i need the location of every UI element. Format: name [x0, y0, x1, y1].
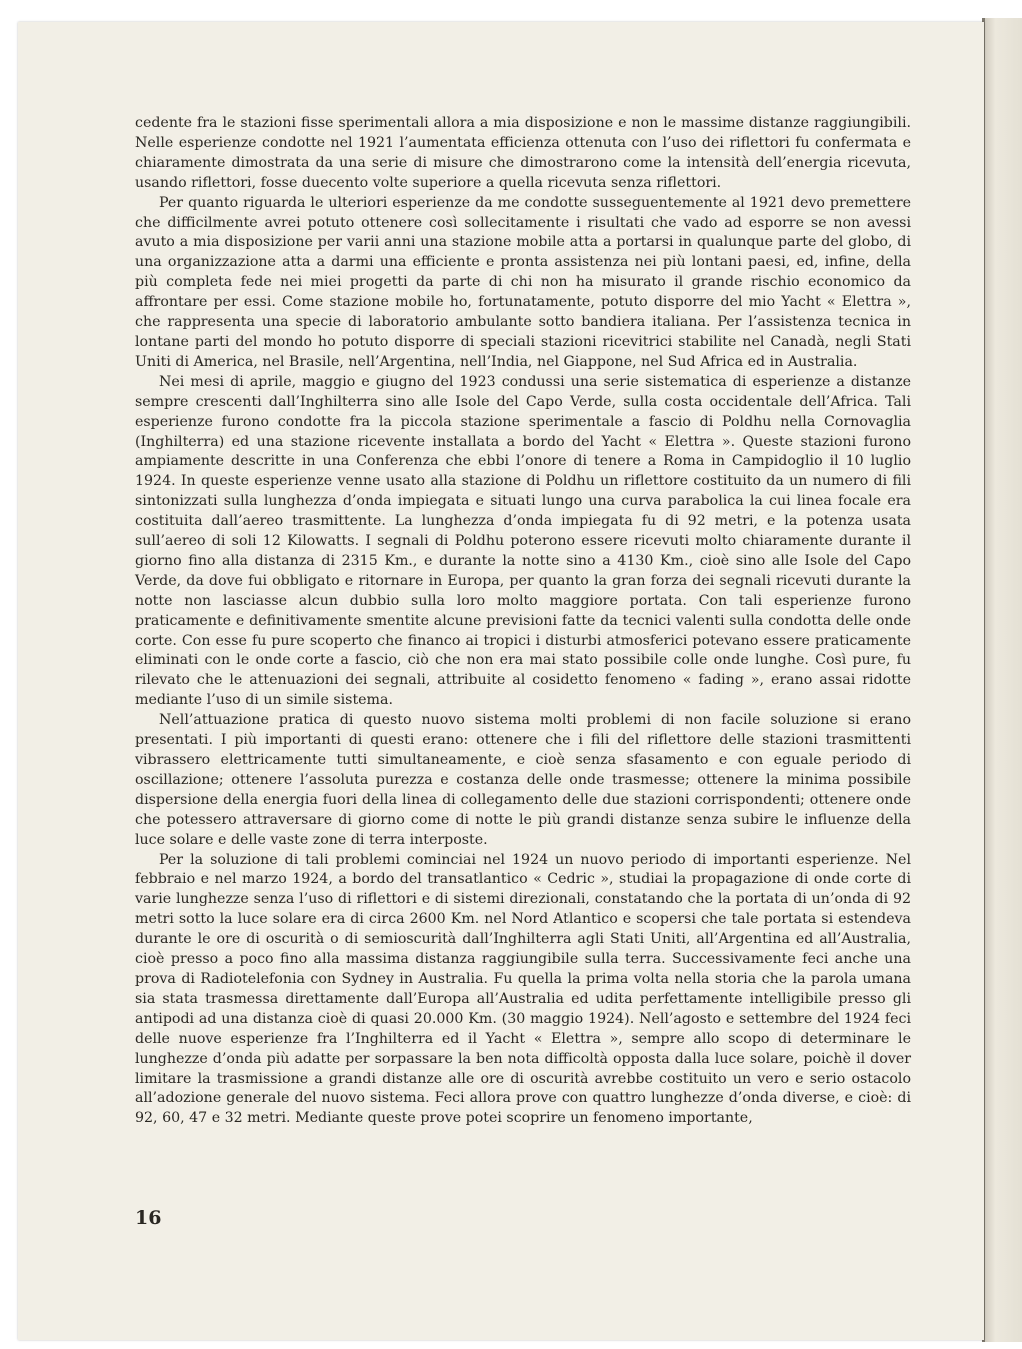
page-number: 16	[135, 1207, 162, 1229]
paragraph-1924-experiments: Per la soluzione di tali problemi cominciai nel 1924 un nuovo periodo di importanti esperienze. Nel febbraio e nel marzo 1924, a bordo del transatlantico « Cedric », studiai la propagazione di onde corte di varie lunghezze senza l’uso di riflettori e di sistemi direzionali, constatando che la portata di un’onda di 92 metri sotto la luce solare era di circa 2600 Km. nel Nord Atlantico e scopersi che tale portata si estendeva durante le ore di oscurità o di semioscurità dall’Inghilterra agli Stati Uniti, all’Argentina ed all’Australia, cioè presso a poco fino alla massima distanza raggiungibile sulla terra. Successivamente feci anche una prova di Radiotelefonia con Sydney in Australia. Fu quella la prima volta nella storia che la parola umana sia stata trasmessa direttamente dall’Europa all’Australia ed udita perfettamente intelligibile presso gli antipodi ad una distanza cioè di quasi 20.000 Km. (30 maggio 1924). Nell’agosto e settembre del 1924 feci delle nuove esperienze fra l’Inghilterra ed il Yacht « Elettra », sempre allo scopo di determinare le lunghezze d’onda più adatte per sorpassare la ben nota difficoltà opposta dalla luce solare, poichè il dover limitare la trasmissione a grandi distanze alle ore di oscurità avrebbe costituito un vero e serio ostacolo all’adozione generale del nuovo sistema. Feci allora prove con quattro lunghezze d’onda diverse, e cioè: di 92, 60, 47 e 32 metri. Mediante queste prove potei scoprire un fenomeno importante,	[135, 851, 911, 1127]
paragraph-continuation: cedente fra le stazioni fisse sperimentali allora a mia disposizione e non le massime distanze raggiungibili. Nelle esperienze condotte nel 1921 l’aumentata efficienza ottenuta con l’uso dei riflettori fu confermata e chiaramente dimostrata da una serie di misure che dimostrarono come la intensità dell’energia ricevuta, usando riflettori, fosse duecento volte superiore a quella ricevuta senza riflettori.	[135, 115, 911, 191]
body-text	[135, 114, 911, 1129]
paragraph-mobile-station: Per quanto riguarda le ulteriori esperienze da me condotte susseguentemente al 1921 devo premettere che difficilmente avrei potuto ottenere così sollecitamente i risultati che vado ad esporre se non avessi avuto a mia disposizione per varii anni una stazione mobile atta a portarsi in qualunque parte del globo, di una organizzazione atta a darmi una efficiente e pronta assistenza nei più lontani paesi, ed, infine, della più completa fede nei miei progetti da parte di chi non ha misurato il grande rischio economico da affrontare per essi. Come stazione mobile ho, fortunatamente, potuto disporre del mio Yacht « Elettra », che rappresenta una specie di laboratorio ambulante sotto bandiera italiana. Per l’assistenza tecnica in lontane parti del mondo ho potuto disporre di speciali stazioni ricevitrici stabilite nel Canadà, negli Stati Uniti di America, nel Brasile, nell’Argentina, nell’India, nel Giappone, nel Sud Africa ed in Australia.	[135, 194, 911, 370]
next-page-edge	[984, 18, 1022, 1342]
paragraph-practical-problems: Nell’attuazione pratica di questo nuovo sistema molti problemi di non facile soluzione si erano presentati. I più importanti di questi erano: ottenere che i fili del riflettore delle stazioni trasmittenti vibrassero elettricamente tutti simultaneamente, e cioè senza sfasamento e con eguale periodo di oscillazione; ottenere l’assoluta purezza e costanza delle onde trasmesse; ottenere la minima possibile dispersione della energia fuori della linea di collegamento delle due stazioni corrispondenti; ottenere onde che potessero attraversare di giorno come di notte le più grandi distanze senza subire le influenze della luce solare e delle vaste zone di terra interposte.	[135, 712, 911, 848]
paragraph-1923-experiments: Nei mesi di aprile, maggio e giugno del 1923 condussi una serie sistematica di esperienze a distanze sempre crescenti dall’Inghilterra sino alle Isole del Capo Verde, sulla costa occidentale dell’Africa. Tali esperienze furono condotte fra la piccola stazione sperimentale a fascio di Poldhu nella Cornovaglia (Inghilterra) ed una stazione ricevente installata a bordo del Yacht « Elettra ». Queste stazioni furono ampiamente descritte in una Conferenza che ebbi l’onore di tenere a Roma in Campidoglio il 10 luglio 1924. In queste esperienze venne usato alla stazione di Poldhu un riflettore costituito da un numero di fili sintonizzati sulla lunghezza d’onda impiegata e situati lungo una curva parabolica la cui linea focale era costituita dall’aereo trasmittente. La lunghezza d’onda impiegata fu di 92 metri, e la potenza usata sull’aereo di soli 12 Kilowatts. I segnali di Poldhu poterono essere ricevuti molto chiaramente durante il giorno fino alla distanza di 2315 Km., e durante la notte sino a 4130 Km., cioè sino alle Isole del Capo Verde, da dove fui obbligato e ritornare in Europa, per quanto la gran forza dei segnali ricevuti durante la notte non lasciasse alcun dubbio sulla loro molto maggiore portata. Con tali esperienze furono praticamente e definitivamente smentite alcune previsioni fatte da tecnici valenti sulla condotta delle onde corte. Con esse fu pure scoperto che financo ai tropici i disturbi atmosferici potevano essere praticamente eliminati con le onde corte a fascio, ciò che non era mai stato possibile colle onde lunghe. Così pure, fu rilevato che le attenuazioni dei segnali, attribuite al cosidetto fenomeno « fading », erano assai ridotte mediante l’uso di un simile sistema.	[135, 373, 911, 709]
